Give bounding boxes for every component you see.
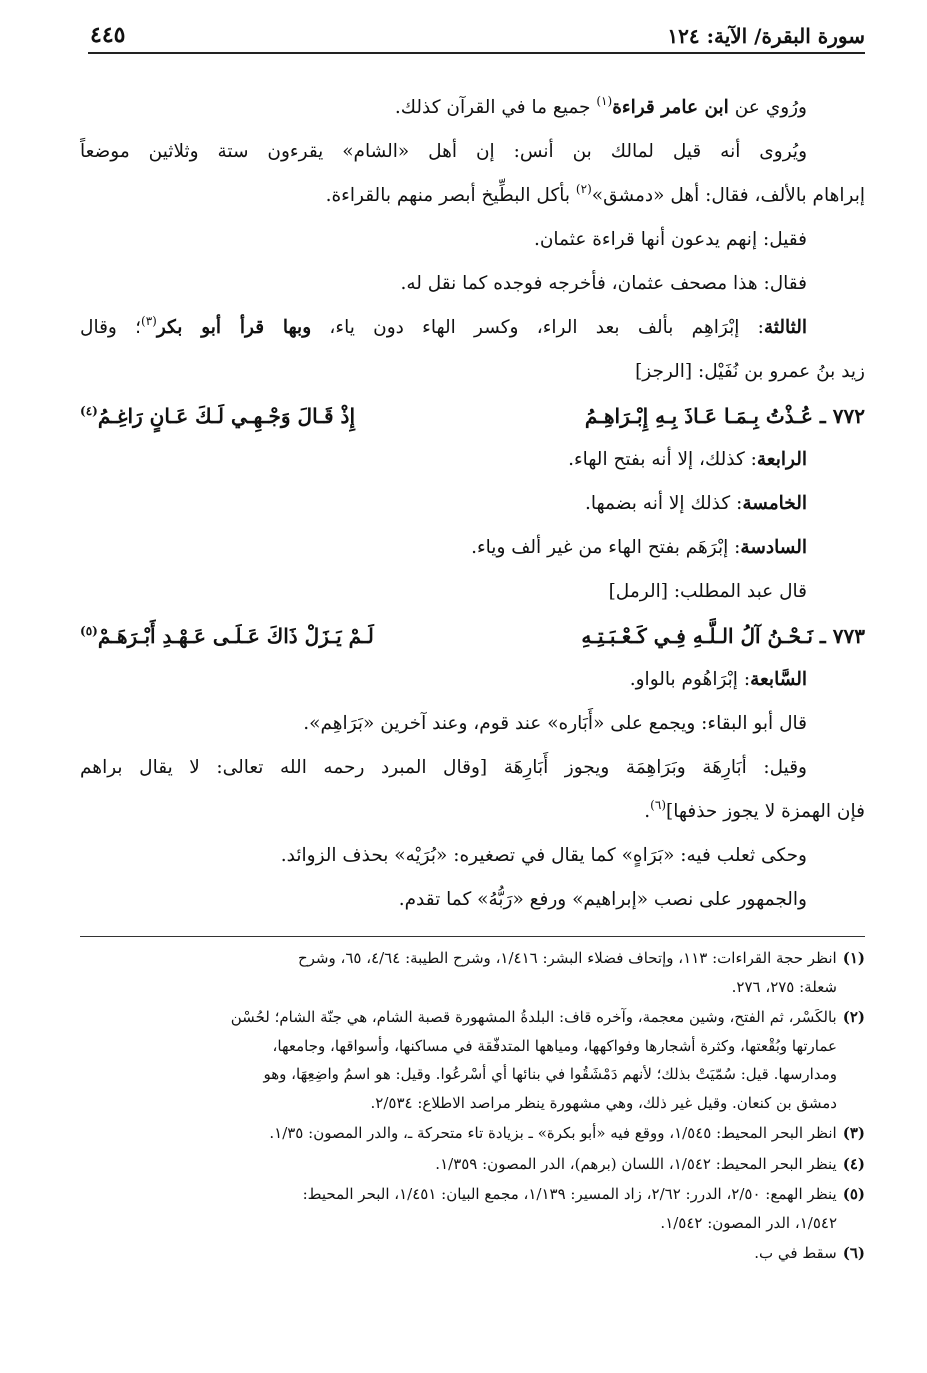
- footnote-line: شعلة: ٢٧٥، ٢٧٦.: [731, 977, 837, 996]
- verse-772: [80, 394, 865, 438]
- paragraph-zayd: زيد بنُ عمرو بن نُفَيْل: [الرجز]: [635, 361, 865, 382]
- footnote-number: (٦): [842, 1244, 865, 1262]
- reading-label: الرابعة: [756, 449, 807, 470]
- footnote-ref: (٦): [650, 798, 666, 812]
- footnote-number: (١): [842, 949, 865, 967]
- main-text: [80, 86, 865, 922]
- text: لَـمْ يَـزَلْ ذَاكَ عَـلَـى عَـهْـدِ أَبْـرَهَـمْ: [97, 624, 374, 648]
- footnote-line: دمشق بن كنعان. وقيل غير ذلك، وهي مشهورة ينظر مراصد الاطلاع: ٢/٥٣٤.: [370, 1093, 837, 1112]
- text: إبراهام بالألف، فقال: أهل «دمشق»: [591, 185, 865, 206]
- header-title: سورة البقرة/ الآية: ١٢٤: [667, 24, 865, 48]
- paragraph-fifth-reading: [80, 482, 865, 526]
- footnote-line: [80, 1003, 865, 1032]
- footnote-4: [80, 1150, 865, 1179]
- text: : كذلك إلا أنه بضمها.: [584, 493, 743, 514]
- bold-text: وبها قرأ أبو بكر: [156, 317, 312, 338]
- text: .: [644, 801, 651, 822]
- paragraph-malik-line2: [80, 174, 865, 218]
- footnote-number: (٢): [842, 1008, 865, 1026]
- bold-text: ابن عامر قراءة: [612, 97, 729, 118]
- text: ينظر البحر المحيط: ١/٥٤٢، اللسان (برهم)، الدر المصون: ١/٣٥٩.: [435, 1154, 837, 1173]
- footnote-separator: [80, 936, 865, 937]
- verse-hemistich-second: [80, 614, 374, 658]
- footnote-line: [80, 1180, 865, 1209]
- text: فإن الهمزة لا يجوز حذفها]: [666, 801, 865, 822]
- reading-label: الثالثة: [763, 317, 807, 338]
- paragraph-abu-albaqa: قال أبو البقاء: ويجمع على «أَبَاره» عند قوم، وعند آخرين «بَرَاهِم».: [303, 713, 807, 734]
- reading-label: الخامسة: [742, 493, 807, 514]
- footnote-line: ١/٥٤٢، الدر المصون: ١/٥٤٢.: [660, 1213, 837, 1232]
- verse-hemistich-second: [80, 394, 355, 438]
- footnote-line: [80, 1119, 865, 1148]
- verse-hemistich-first: ٧٧٢ ـ عُـذْتُ بِـمَـا عَـاذَ بِـهِ إِبْـرَاهِـمُ: [584, 404, 865, 428]
- text: ؛ وقال: [80, 317, 141, 338]
- text: بأكل البطِّيخ أبصر منهم بالقراءة.: [325, 185, 576, 206]
- text: سقط في ب.: [754, 1244, 837, 1262]
- footnote-line: ومدارسها. قيل: سُمّيَتْ بذلك؛ لأنهم دَمْشَقُوا في بنائها أي أسْرعُوا. وقيل: هو اسمُ واضِعِهَا، وهو: [263, 1065, 837, 1083]
- reading-label: السادسة: [740, 537, 807, 558]
- text: ينظر الهمع: ٢/٥٠، الدرر: ٢/٦٢، زاد المسير: ١/١٣٩، مجمع البيان: ١/٤٥١، البحر المحيط:: [302, 1185, 837, 1203]
- text: انظر حجة القراءات: ١١٣، وإتحاف فضلاء البشر: ١/٤١٦، وشرح الطيبة: ٤/٦٤، ٦٥، وشرح: [297, 949, 837, 967]
- footnote-ref: (٢): [575, 182, 592, 196]
- text: ورُوي عن: [728, 97, 807, 118]
- paragraph-jumhur: والجمهور على نصب «إبراهيم» ورفع «رَبُّهُ» كما تقدم.: [398, 889, 807, 910]
- footnote-line: [80, 1150, 865, 1179]
- footnote-number: (٥): [842, 1185, 865, 1203]
- footnote-5: [80, 1180, 865, 1237]
- paragraph-thalab: وحكى ثعلب فيه: «بَرَاهٍ» كما يقال في تصغيره: «بُرَيْه» بحذف الزوائد.: [280, 845, 807, 866]
- paragraph-sixth-reading: [80, 526, 865, 570]
- footnote-number: (٣): [842, 1124, 865, 1142]
- paragraph-uthman-claim: فقيل: إنهم يدعون أنها قراءة عثمان.: [533, 229, 807, 250]
- paragraph-fourth-reading: [80, 438, 865, 482]
- text: جميع ما في القرآن كذلك.: [394, 97, 597, 118]
- text: : إبْرَاهُوم بالواو.: [629, 669, 751, 690]
- footnote-2: [80, 1003, 865, 1117]
- footnote-line: [80, 1239, 865, 1268]
- footnote-number: (٤): [842, 1154, 865, 1173]
- footnote-6: [80, 1239, 865, 1268]
- paragraph-mubarrad-line2: [80, 790, 865, 834]
- footnote-3: [80, 1119, 865, 1148]
- paragraph-malik-line1: ويُروى أنه قيل لمالك بن أنس: إن أهل «الشام» يقرءون ستة وثلاثين موضعاً: [80, 141, 807, 162]
- header-rule: [88, 52, 865, 54]
- text: إِذْ قَـالَ وَجْـهِـي لَـكَ عَـانٍ رَاغِـمُ: [97, 404, 356, 428]
- footnote-ref: (١): [596, 94, 613, 108]
- text: بالكَسْر، ثم الفتح، وشين معجمة، وآخره قاف: البلدةُ المشهورة قصبة الشام، هي جنّة الشام؛ لحُسْن: [230, 1008, 837, 1026]
- footnote-line: عمارتها وبُقْعتها، وكثرة أشجارها وفواكهها، ومياهها المتدفّقة في مساكنها، وأسواقها، وجامعها،: [272, 1036, 837, 1055]
- text: : إبْرَهَم بفتح الهاء من غير ألف وياء.: [471, 537, 741, 558]
- paragraph-ibn-amir: [80, 86, 865, 130]
- paragraph-uthman-mushaf: فقال: هذا مصحف عثمان، فأخرجه فوجده كما نقل له.: [400, 273, 807, 294]
- footnote-line: [80, 944, 865, 973]
- text: انظر البحر المحيط: ١/٥٤٥، ووقع فيه «أبو بكرة» ـ بزيادة تاء متحركة ـ، والدر المصون: ١/٣٥.: [269, 1124, 837, 1142]
- paragraph-seventh-reading: [80, 658, 865, 702]
- paragraph-third-reading: [80, 306, 865, 350]
- footnote-ref: (٤): [80, 404, 98, 418]
- paragraph-abd-almuttalib: قال عبد المطلب: [الرمل]: [608, 581, 807, 602]
- verse-773: [80, 614, 865, 658]
- text: : إبْرَاهِم بألف بعد الراء، وكسر الهاء دون ياء،: [311, 317, 764, 338]
- verse-hemistich-first: ٧٧٣ ـ نَـحْـنُ آلُ الـلَّـهِ فِـي كَـعْـبَـتِـهِ: [581, 624, 865, 648]
- footnotes: [80, 944, 865, 1270]
- footnote-ref: (٥): [80, 624, 98, 638]
- footnote-ref: (٣): [141, 314, 157, 328]
- running-header: [90, 24, 865, 54]
- page-number: ٤٤٥: [90, 22, 126, 48]
- reading-label: السَّابعة: [750, 669, 807, 690]
- footnote-1: [80, 944, 865, 1001]
- paragraph-mubarrad-line1: وقيل: أبَارِهَة وبَرَاهِمَة ويجوز أَبَارِهَة [وقال المبرد رحمه الله تعالى: لا يقال براهم: [80, 757, 807, 778]
- text: : كذلك، إلا أنه بفتح الهاء.: [568, 449, 757, 470]
